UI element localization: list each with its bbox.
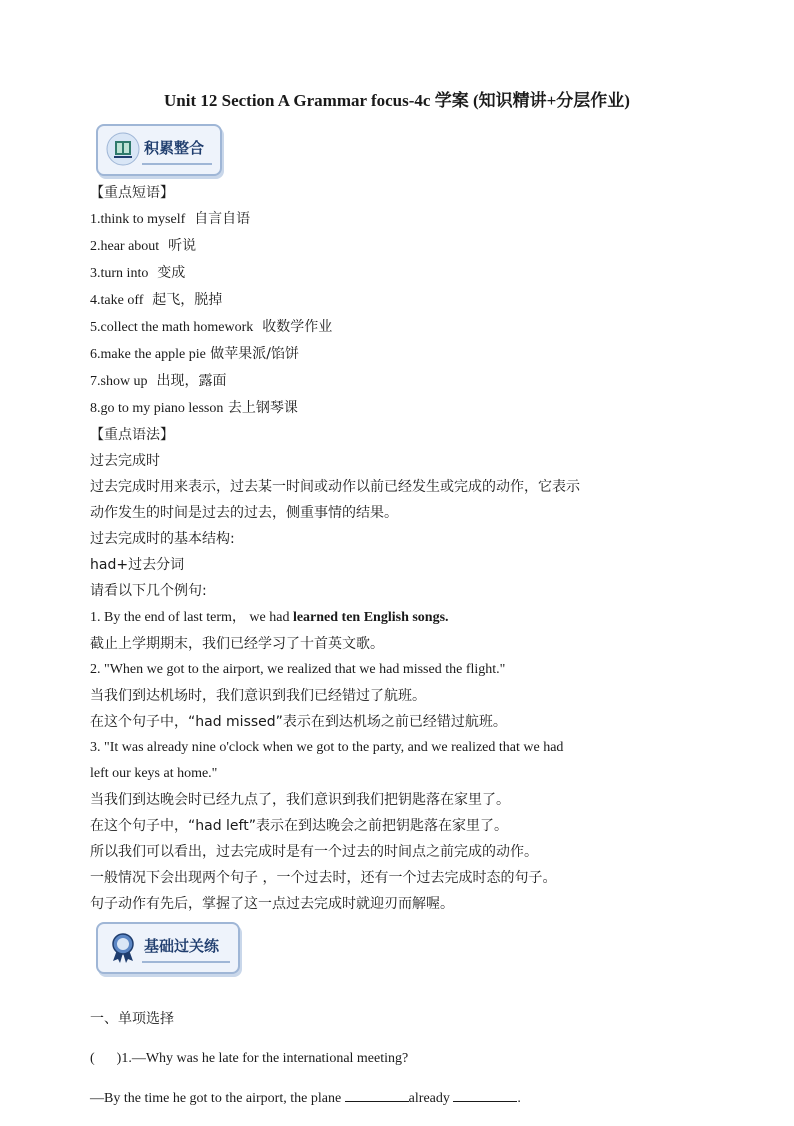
phrases-heading: 【重点短语】 (90, 185, 174, 201)
grammar-definition: 过去完成时用来表示，过去某一时间或动作以前已经发生或完成的动作，它表示 (90, 479, 580, 495)
fill-blank[interactable] (453, 1087, 517, 1102)
badge-underline (142, 163, 212, 165)
structure-label: 过去完成时的基本结构: (90, 531, 235, 547)
summary-text: 所以我们可以看出，过去完成时是有一个过去的时间点之前完成的动作。 (90, 844, 538, 860)
structure-formula: had+过去分词 (90, 557, 185, 573)
question-1-answer-line: —By the time he got to the airport, the plane already . (90, 1086, 700, 1112)
grammar-heading: 【重点语法】 (90, 427, 174, 443)
medal-icon (106, 930, 140, 964)
badge-underline (142, 961, 230, 963)
grammar-definition: 动作发生的时间是过去的过去，侧重事情的结果。 (90, 505, 398, 521)
phrase-item: 8.go to my piano lesson 去上钢琴课 (90, 400, 298, 416)
book-icon (106, 132, 140, 166)
fill-blank[interactable] (345, 1087, 409, 1102)
examples-intro: 请看以下几个例句: (90, 583, 207, 599)
badge-label: 基础过关练 (144, 937, 220, 955)
example-note: 在这个句子中，“had left”表示在到达晚会之前把钥匙落在家里了。 (90, 818, 508, 834)
phrase-item: 3.turn into 变成 (90, 265, 186, 281)
example-sentence-cn: 当我们到达晚会时已经九点了，我们意识到我们把钥匙落在家里了。 (90, 792, 510, 808)
example-sentence-cn: 当我们到达机场时，我们意识到我们已经错过了航班。 (90, 688, 426, 704)
example-sentence-en: 1. By the end of last term， we had learned ten English songs. (90, 610, 449, 625)
example-sentence-en: left our keys at home." (90, 766, 218, 781)
summary-text: 一般情况下会出现两个句子 ，一个过去时，还有一个过去完成时态的句子。 (90, 870, 557, 886)
example-sentence-cn: 截止上学期期末，我们已经学习了十首英文歌。 (90, 636, 384, 652)
phrase-item: 4.take off 起飞，脱掉 (90, 292, 223, 308)
phrase-item: 6.make the apple pie 做苹果派/馅饼 (90, 346, 300, 362)
exercise-section (90, 992, 700, 1126)
phrase-item: 1.think to myself 自言自语 (90, 211, 251, 227)
summary-text: 句子动作有先后，掌握了这一点过去完成时就迎刃而解喔。 (90, 896, 454, 912)
section-badge-basic-practice (96, 922, 240, 974)
example-sentence-en: 2. "When we got to the airport, we realized that we had missed the flight." (90, 662, 506, 677)
phrase-item: 7.show up 出现，露面 (90, 373, 227, 389)
phrase-item: 2.hear about 听说 (90, 238, 197, 254)
badge-label: 积累整合 (144, 139, 205, 157)
knowledge-section (90, 180, 700, 917)
section-badge-accumulate (96, 124, 222, 176)
example-note: 在这个句子中，“had missed”表示在到达机场之前已经错过航班。 (90, 714, 507, 730)
example-sentence-en: 3. "It was already nine o'clock when we got to the party, and we realized that we had (90, 740, 564, 755)
grammar-topic: 过去完成时 (90, 453, 160, 469)
exercise-section-title: 一、单项选择 (90, 1011, 174, 1027)
page-title: Unit 12 Section A Grammar focus-4c 学案 (知识精讲+分层作业) (164, 91, 630, 110)
question-1: ( )1.—Why was he late for the international meeting? (90, 1051, 409, 1066)
phrase-item: 5.collect the math homework 收数学作业 (90, 319, 333, 335)
